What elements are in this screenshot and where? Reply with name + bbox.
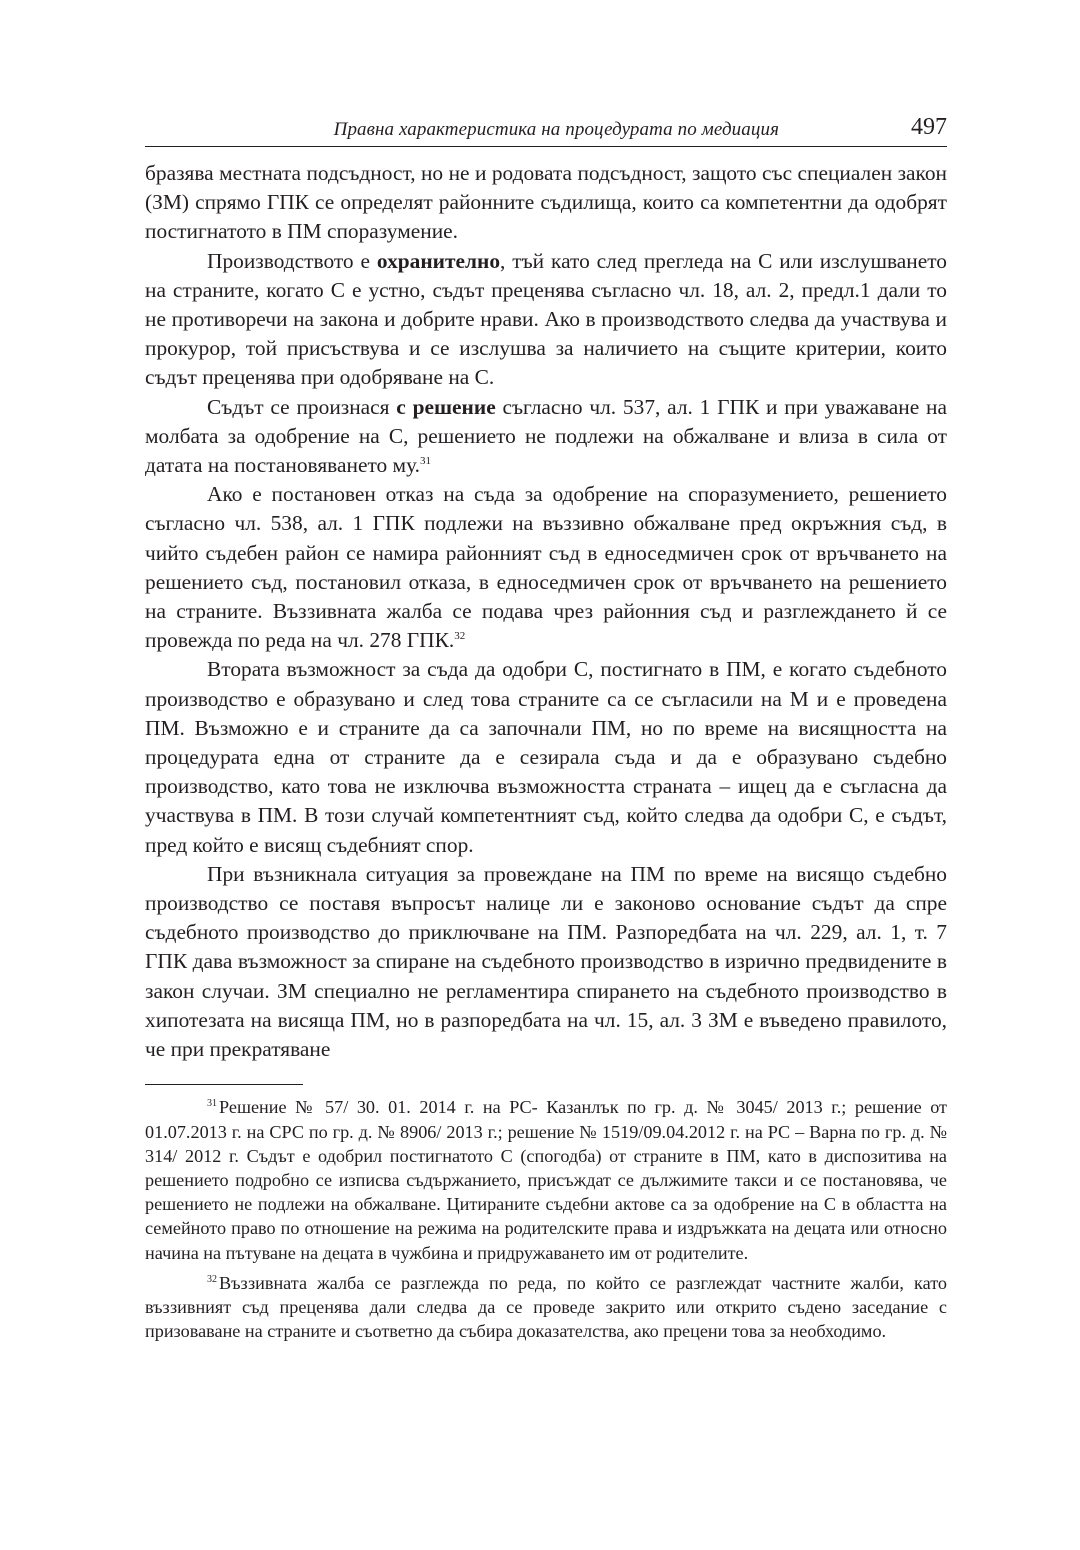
footnote-31 (145, 1095, 947, 1264)
paragraph-1 (145, 159, 947, 247)
paragraph-4 (145, 480, 947, 655)
paragraph-text: Втората възможност за съда да одобри С, постигнато в ПМ, е когато съдебното производство е образувано и след това страните са се съгласили на М и е проведена ПМ. Възможно е и страните да са започнали ПМ, но по време на висящността на процедурата една от страните да е сезирала съда и да е образувано съдебно производство, като това не изключва възможността страната – ищец да е съгласна да участвува в ПМ. В този случай компетентният съд, който следва да одобри С, е съдът, пред който е висящ съдебният спор. (145, 657, 947, 857)
emphasis-term: охранително (376, 248, 501, 273)
running-header (145, 112, 947, 147)
footnote-32 (145, 1271, 947, 1344)
footnote-text: Решение № 57/ 30. 01. 2014 г. на РС- Казанлък по гр. д. № 3045/ 2013 г.; решение от 01.07.2013 г. на СРС по гр. д. № 8906/ 2013 г.; решение № 1519/09.04.2012 г. на РС – Варна по гр. д. № 314/ 2012 г. Съдът е одобрил постигнатото С (спогодба) от страните в ПМ, като в диспозитива на решението подробно се изписва съдържанието, присъждат се дължимите такси и се постановява, че решението не подлежи на обжалване. Цитираните съдебни актове са за одобрение на С в областта на семейното право по отношение на режима на родителските права и издръжката на децата или относно начина на пътуване на децата в чужбина и придружаването им от родителите. (145, 1097, 947, 1263)
paragraph-3 (145, 393, 947, 481)
paragraph-text: При възникнала ситуация за провеждане на ПМ по време на висящо съдебно производство се поставя въпросът налице ли е законово основание съдът да спре съдебното производство до приключване на ПМ. Разпоредбата на чл. 229, ал. 1, т. 7 ГПК дава възможност за спиране на съдебното производство в изрично предвидените в закон случаи. ЗМ специално не регламентира спирането на съдебното производство в хипотезата на висяща ПМ, но в разпоредбата на чл. 15, ал. 3 ЗМ е въведено правилото, че при прекратяване (145, 861, 947, 1062)
paragraph-text: Ако е постановен отказ на съда за одобрение на споразумението, решението съгласно чл. 538, ал. 1 ГПК подлежи на въззивно обжалване пред окръжния съд, в чийто съдебен район се намира районният съд в едноседмичен срок от връчването на решението съд, постановил отказа, в едноседмичен срок от връчването на решението на страните. Въззивната жалба се подава чрез районния съд и разглеждането й се провежда по реда на чл. 278 ГПК. (145, 482, 947, 653)
paragraph-text: Производството е (207, 248, 377, 273)
footnote-ref-32[interactable]: 32 (454, 630, 466, 643)
footnote-number: 31 (207, 1098, 217, 1110)
paragraph-text: бразява местната подсъдност, но не и родовата подсъдност, защото със специален закон (ЗМ) спрямо ГПК се определят районните съдилища, които са компетентни да одобрят постигнатото в ПМ споразумение. (145, 161, 947, 244)
main-text (145, 159, 947, 1064)
paragraph-text: Съдът се произнася (207, 394, 397, 419)
paragraph-2 (145, 247, 947, 393)
footnote-divider (145, 1084, 303, 1085)
footnotes (145, 1095, 947, 1343)
footnote-ref-31[interactable]: 31 (420, 455, 431, 468)
footnote-number: 32 (207, 1273, 217, 1285)
footnote-text: Въззивната жалба се разглежда по реда, по който се разглеждат частните жалби, като въззивният съд преценява дали следва да се проведе закрито или открито съдено заседание с призоваване на страните и съответно да събира доказателства, ако прецени това за необходимо. (145, 1272, 947, 1342)
page-number: 497 (911, 114, 947, 140)
running-title: Правна характеристика на процедурата по медиация (333, 119, 779, 140)
paragraph-5 (145, 655, 947, 859)
book-page (145, 112, 947, 1343)
paragraph-text: съгласно чл. 537, ал. 1 ГПК и при уважаване на молбата за одобрение на С, решението не подлежи на обжалване и влиза в сила от датата на постановяването му. (145, 394, 947, 478)
paragraph-text: , тъй като след прегледа на С или изслушването на страните, когато С е устно, съдът преценява съгласно чл. 18, ал. 2, предл.1 дали то не противоречи на закона и добрите нрави. Ако в производството следва да участвува и прокурор, той присъствува и се изслушва за наличието на същите критерии, които съдът преценява при одобряване на С. (145, 248, 948, 390)
paragraph-6 (145, 860, 947, 1064)
emphasis-term: с решение (396, 394, 496, 419)
